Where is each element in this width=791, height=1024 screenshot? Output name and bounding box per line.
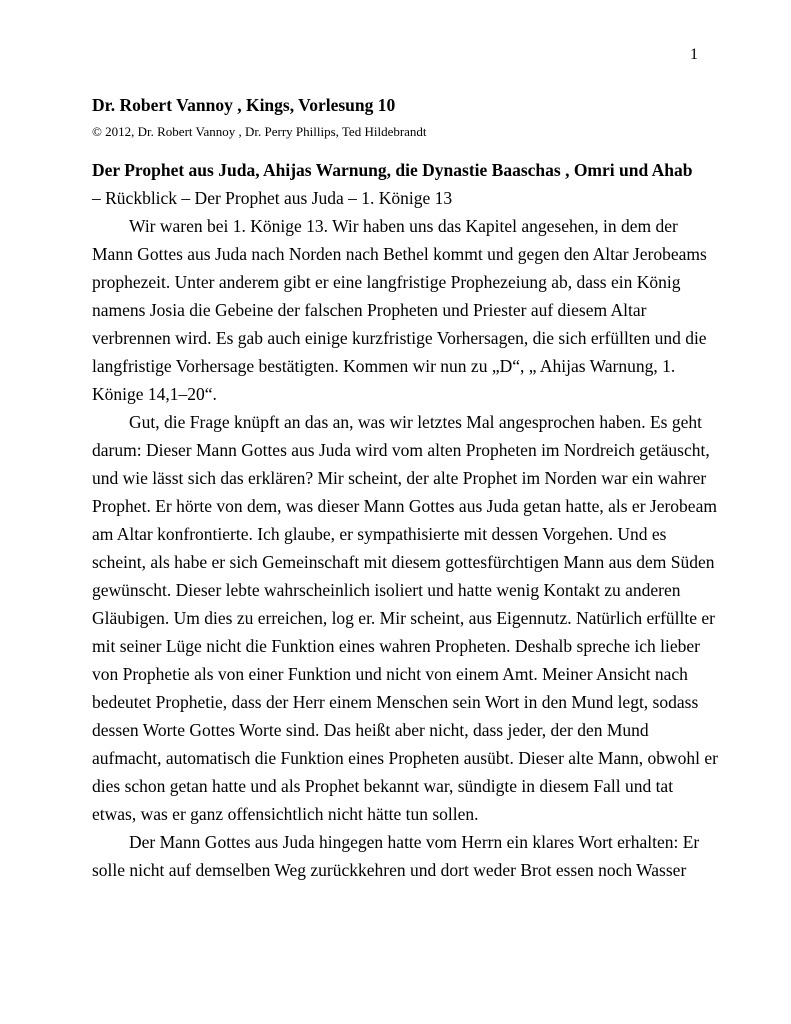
paragraph-2-line: dessen Worte Gottes Worte sind. Das heißt aber nicht, dass jeder, der den Mund	[92, 720, 649, 740]
paragraph-1-line: prophezeit. Unter anderem gibt er eine langfristige Prophezeiung ab, dass ein König	[92, 272, 681, 292]
paragraph-2-line: und wie lässt sich das erklären? Mir scheint, der alte Prophet im Norden war ein wahrer	[92, 468, 707, 488]
paragraph-2-line: von Prophetie als von einer Funktion und nicht von einem Amt. Meiner Ansicht nach	[92, 664, 688, 684]
paragraph-1-line: Könige 14,1–20“.	[92, 384, 217, 404]
paragraph-2-line: gewünscht. Dieser lebte wahrscheinlich isoliert und hatte wenig Kontakt zu anderen	[92, 580, 681, 600]
paragraph-1-line: namens Josia die Gebeine der falschen Propheten und Priester auf diesem Altar	[92, 300, 647, 320]
paragraph-2-line: dies schon getan hatte und als Prophet bekannt war, sündigte in diesem Fall und tat	[92, 776, 674, 796]
paragraph-2-line: aufmacht, automatisch die Funktion eines Propheten ausübt. Dieser alte Mann, obwohl er	[92, 748, 718, 768]
paragraph-1-line: verbrennen wird. Es gab auch einige kurzfristige Vorhersagen, die sich erfüllten und die	[92, 328, 707, 348]
paragraph-2-line: bedeutet Prophetie, dass der Herr einem Menschen sein Wort in den Mund legt, sodass	[92, 692, 699, 712]
page-number: 1	[690, 46, 698, 63]
document-title: Dr. Robert Vannoy , Kings, Vorlesung 10	[92, 95, 396, 115]
paragraph-1-line: langfristige Vorhersage bestätigten. Kommen wir nun zu „D“, „ Ahijas Warnung, 1.	[92, 356, 676, 376]
paragraph-2-line: scheint, als habe er sich Gemeinschaft mit diesem gottesfürchtigen Mann aus dem Süden	[92, 552, 715, 572]
paragraph-3-line: Der Mann Gottes aus Juda hingegen hatte vom Herrn ein klares Wort erhalten: Er	[129, 832, 700, 852]
paragraph-2-line: darum: Dieser Mann Gottes aus Juda wird vom alten Propheten im Nordreich getäuscht,	[92, 440, 710, 460]
paragraph-3-line: solle nicht auf demselben Weg zurückkehren und dort weder Brot essen noch Wasser	[92, 860, 687, 880]
section-heading: Der Prophet aus Juda, Ahijas Warnung, die Dynastie Baaschas , Omri und Ahab	[92, 160, 693, 180]
paragraph-1-line: Mann Gottes aus Juda nach Norden nach Bethel kommt und gegen den Altar Jerobeams	[92, 244, 707, 264]
copyright-notice: © 2012, Dr. Robert Vannoy , Dr. Perry Phillips, Ted Hildebrandt	[92, 124, 427, 139]
section-subheading: – Rückblick – Der Prophet aus Juda – 1. Könige 13	[92, 188, 453, 208]
paragraph-2-line: Gut, die Frage knüpft an das an, was wir letztes Mal angesprochen haben. Es geht	[129, 412, 702, 432]
paragraph-1-line: Wir waren bei 1. Könige 13. Wir haben uns das Kapitel angesehen, in dem der	[129, 216, 678, 236]
paragraph-2-line: Gläubigen. Um dies zu erreichen, log er. Mir scheint, aus Eigennutz. Natürlich erfüllte er	[92, 608, 715, 628]
paragraph-2-line: etwas, was er ganz offensichtlich nicht hätte tun sollen.	[92, 804, 479, 824]
paragraph-2-line: Prophet. Er hörte von dem, was dieser Mann Gottes aus Juda getan hatte, als er Jerobeam	[92, 496, 717, 516]
paragraph-2-line: am Altar konfrontierte. Ich glaube, er sympathisierte mit dessen Vorgehen. Und es	[92, 524, 667, 544]
paragraph-2-line: mit seiner Lüge nicht die Funktion eines wahren Propheten. Deshalb spreche ich lieber	[92, 636, 700, 656]
